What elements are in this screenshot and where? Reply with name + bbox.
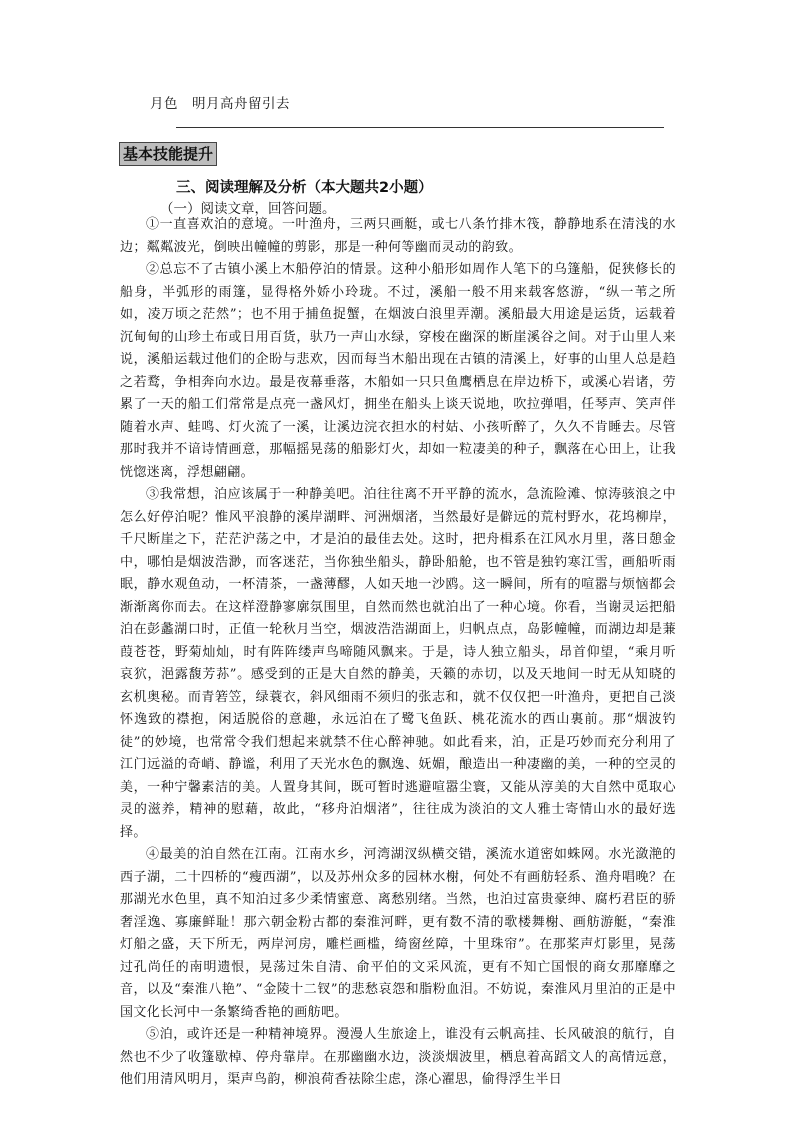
paragraph-3: ③我常想，泊应该属于一种静美吧。泊往往离不开平静的流水，急流险滩、惊涛骇浪之中怎么好停泊呢？惟风平浪静的溪岸湖畔、河洲烟渚，当然最好是僻远的荒村野水，花坞柳岸，千尺断崖之下，茫茫沪荡之中，才是泊的最佳去处。这时，把舟楫系在江风水月里，落日憩金中，哪怕是烟波浩渺，而客迷茫，当你独坐船头，静卧船舱，也不管是独钓寒江雪，画船听雨眠，静水观鱼动，一杯清茶，一盏薄醪，人如天地一沙鸥。这一瞬间，所有的喧嚣与烦恼都会渐渐离你而去。在这样澄静寥廓氛围里，自然而然也就泊出了一种心境。你看，当谢灵运把船泊在彭蠡湖口时，正值一轮秋月当空，烟波浩浩湖面上，归帆点点，岛影幢幢，而湖边却是蒹葭苍苍，野菊灿灿，时有阵阵缕声鸟啼随风飘来。于是，诗人独立船头，昂首仰望，“乘月听哀狖，浥露馥芳荪”。感受到的正是大自然的静美，天籁的赤切，以及天地间一时无从知晓的玄机奥秘。而青箬笠，绿蓑衣，斜风细雨不须归的张志和，就不仅仅把一叶渔舟，更把自己淡怀逸致的襟抱，闲适脱俗的意趣，永远泊在了鹭飞鱼跃、桃花流水的西山裏前。那“烟波钓徒”的妙境，也常常令我们想起来就禁不住心醉神驰。如此看来，泊，正是巧妙而充分利用了江门远溢的奇峭、静谧，利用了天光水色的飘逸、妩媚，酿造出一种凄幽的美，一种的空灵的美，一种宁馨素洁的美。人置身其间，既可暂时逃避喧嚣尘寰，又能从淳美的大自然中觅取心灵的滋养，精神的慰藉，故此，“移舟泊烟渚”，往往成为淡泊的文人雅士寄情山水的最好选择。 [120, 487, 676, 840]
previous-page-tail-line: 月色 明月高舟留引去 [150, 96, 290, 112]
question-title: 三、阅读理解及分析（本大题共2小题） [176, 180, 433, 196]
paragraph-4: ④最美的泊自然在江南。江南水乡，河湾湖汊纵横交错，溪流水道密如蛛网。水光潋滟的西子湖，二十四桥的“瘦西湖”，以及苏州众多的园林水榭，何处不有画舫轻系、渔舟唱晚？在那湖光水色里，真不知泊过多少柔情蜜意、离愁别绪。当然，也泊过富贵豪绅、腐朽君臣的骄奢淫逸、寡廉鲜耻！那六朝金粉古都的秦淮河畔，更有数不清的歌楼舞榭、画舫游艇，“秦淮灯船之盛，天下所无，两岸河房，雕栏画槛，绮窗丝障，十里珠帘”。在那桨声灯影里，晃荡过孔尚任的南明遗恨，晃荡过朱自清、俞平伯的文采风流，更有不知亡国恨的商女那靡靡之音，以及“秦淮八艳”、“金陵十二钗”的悲愁哀怨和脂粉血泪。不妨说，秦淮风月里泊的正是中国文化长河中一条繁绮香艳的画舫吧。 [120, 847, 676, 1020]
paragraph-2: ②总忘不了古镇小溪上木船停泊的情景。这种小船形如周作人笔下的乌篷船，促狭修长的船身，半弧形的雨篷，显得格外娇小玲珑。不过，溪船一般不用来载客悠游，“纵一苇之所如，凌万顷之茫然”；也不用于捕鱼捉蟹，在烟波白浪里弄潮。溪船最大用途是运货，运载着沉甸甸的山珍土布或日用百货，驮乃一声山水绿，穿梭在幽深的断崖溪谷之间。对于山里人来说，溪船运载过他们的企盼与悲欢，因而每当木船出现在古镇的清溪上，好事的山里人总是趋之若鹜，争相奔向水边。最是夜幕垂落，木船如一只只鱼鹰栖息在岸边桥下，或溪心岩诸，劳累了一天的船工们常常是点亮一盏风灯，拥坐在船头上谈天说地，吹拉弹唱，任琴声、笑声伴随着水声、蛙鸣、灯火流了一溪，让溪边浣衣担水的村姑、小孩听醉了，久久不肯睡去。尽管那时我并不谙诗情画意，那幅摇晃荡的船影灯火，却如一粒凄美的种子，飘落在心田上，让我恍惚迷离，浮想翩翩。 [120, 262, 676, 480]
passage-body [120, 214, 676, 1092]
reading-instruction: （一）阅读文章，回答问题。 [160, 201, 336, 217]
paragraph-1: ①一直喜欢泊的意境。一叶渔舟，三两只画艇，或七八条竹排木筏，静静地系在清浅的水边；粼粼波光，倒映出幢幢的剪影，那是一种何等幽而灵动的韵致。 [120, 217, 676, 255]
horizontal-rule [176, 127, 664, 128]
paragraph-5: ⑤泊，或许还是一种精神境界。漫漫人生旅途上，谁没有云帆高挂、长风破浪的航行，自然也不少了收篷歇棹、停舟靠岸。在那幽幽水边，淡淡烟波里，栖息着高蹈文人的高情远意，他们用清风明月，渠声鸟韵，柳浪荷香祛除尘虑，涤心濯思，偷得浮生半日 [120, 1027, 676, 1087]
section-heading-badge: 基本技能提升 [119, 142, 217, 166]
